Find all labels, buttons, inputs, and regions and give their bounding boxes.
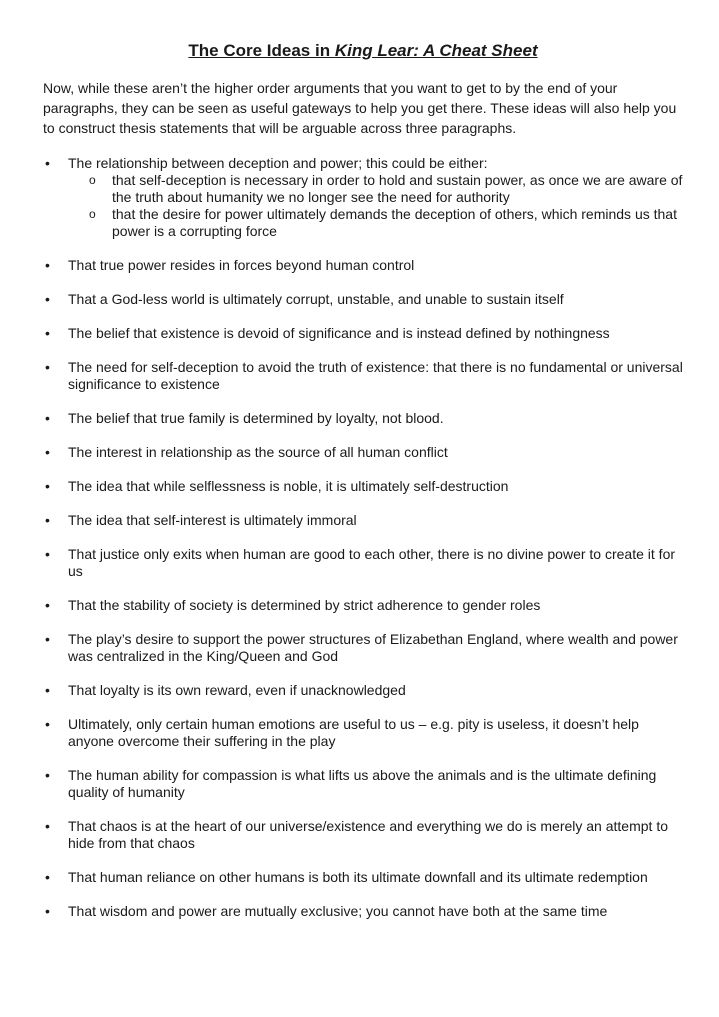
bullet-icon: •	[45, 325, 50, 341]
bullet-icon: •	[45, 257, 50, 273]
list-item	[43, 512, 683, 529]
list-item	[43, 478, 683, 495]
sub-list-item-text: that the desire for power ultimately demands the deception of others, which reminds us that power is a corrupting force	[112, 206, 677, 239]
list-item-text: Ultimately, only certain human emotions are useful to us – e.g. pity is useless, it doesn’t help anyone overcome their suffering in the play	[68, 716, 639, 749]
list-item-text: The belief that true family is determined by loyalty, not blood.	[68, 410, 444, 426]
list-item-text: That human reliance on other humans is both its ultimate downfall and its ultimate redemption	[68, 869, 648, 885]
list-item-text: The interest in relationship as the source of all human conflict	[68, 444, 448, 460]
bullet-icon: •	[45, 716, 50, 732]
intro-paragraph: Now, while these aren’t the higher order arguments that you want to get to by the end of your paragraphs, they can be seen as useful gateways to help you get there. These ideas will also help you to construct thesis statements that will be arguable across three paragraphs.	[43, 80, 677, 136]
ideas-list	[43, 155, 683, 920]
bullet-icon: •	[45, 512, 50, 528]
circle-bullet-icon: o	[89, 207, 96, 221]
list-item	[43, 155, 683, 240]
list-item-text: That justice only exits when human are good to each other, there is no divine power to create it for us	[68, 546, 676, 579]
list-item-text: The relationship between deception and power; this could be either:	[68, 155, 488, 171]
bullet-icon: •	[45, 478, 50, 494]
list-item-text: That loyalty is its own reward, even if unacknowledged	[68, 682, 406, 698]
bullet-icon: •	[45, 359, 50, 375]
list-item	[43, 359, 683, 393]
circle-bullet-icon: o	[89, 173, 96, 187]
sub-list-item-text: that self-deception is necessary in order to hold and sustain power, as once we are aware of the truth about humanity we no longer see the need for authority	[112, 172, 683, 205]
title-italic: King Lear: A Cheat Sheet	[334, 41, 538, 60]
page-title	[43, 40, 683, 62]
bullet-icon: •	[45, 682, 50, 698]
list-item-text: The need for self-deception to avoid the truth of existence: that there is no fundamental or universal significance to existence	[68, 359, 683, 392]
list-item-text: The belief that existence is devoid of significance and is instead defined by nothingness	[68, 325, 610, 341]
bullet-icon: •	[45, 444, 50, 460]
list-item	[43, 767, 683, 801]
title-prefix: The Core Ideas in	[188, 41, 335, 60]
list-item-text: That a God-less world is ultimately corrupt, unstable, and unable to sustain itself	[68, 291, 564, 307]
sub-list-item	[68, 206, 683, 240]
bullet-icon: •	[45, 818, 50, 834]
list-item-text: The human ability for compassion is what lifts us above the animals and is the ultimate defining quality of humanity	[68, 767, 657, 800]
bullet-icon: •	[45, 597, 50, 613]
list-item	[43, 444, 683, 461]
document-page	[43, 40, 683, 937]
sub-list	[68, 172, 683, 240]
bullet-icon: •	[45, 767, 50, 783]
bullet-icon: •	[45, 903, 50, 919]
list-item	[43, 597, 683, 614]
list-item	[43, 410, 683, 427]
list-item	[43, 546, 683, 580]
bullet-icon: •	[45, 631, 50, 647]
list-item	[43, 716, 683, 750]
bullet-icon: •	[45, 291, 50, 307]
bullet-icon: •	[45, 410, 50, 426]
list-item	[43, 869, 683, 886]
list-item-text: That wisdom and power are mutually exclusive; you cannot have both at the same time	[68, 903, 608, 919]
list-item-text: That true power resides in forces beyond human control	[68, 257, 415, 273]
list-item-text: That the stability of society is determined by strict adherence to gender roles	[68, 597, 541, 613]
list-item-text: The idea that self-interest is ultimately immoral	[68, 512, 357, 528]
list-item	[43, 291, 683, 308]
sub-list-item	[68, 172, 683, 206]
list-item-text: The idea that while selflessness is noble, it is ultimately self-destruction	[68, 478, 509, 494]
list-item-text: The play’s desire to support the power structures of Elizabethan England, where wealth and power was centralized in the King/Queen and God	[68, 631, 678, 664]
bullet-icon: •	[45, 155, 50, 171]
list-item	[43, 325, 683, 342]
list-item	[43, 257, 683, 274]
list-item	[43, 631, 683, 665]
list-item	[43, 682, 683, 699]
bullet-icon: •	[45, 869, 50, 885]
list-item	[43, 818, 683, 852]
bullet-icon: •	[45, 546, 50, 562]
list-item-text: That chaos is at the heart of our universe/existence and everything we do is merely an attempt to hide from that chaos	[68, 818, 668, 851]
list-item	[43, 903, 683, 920]
